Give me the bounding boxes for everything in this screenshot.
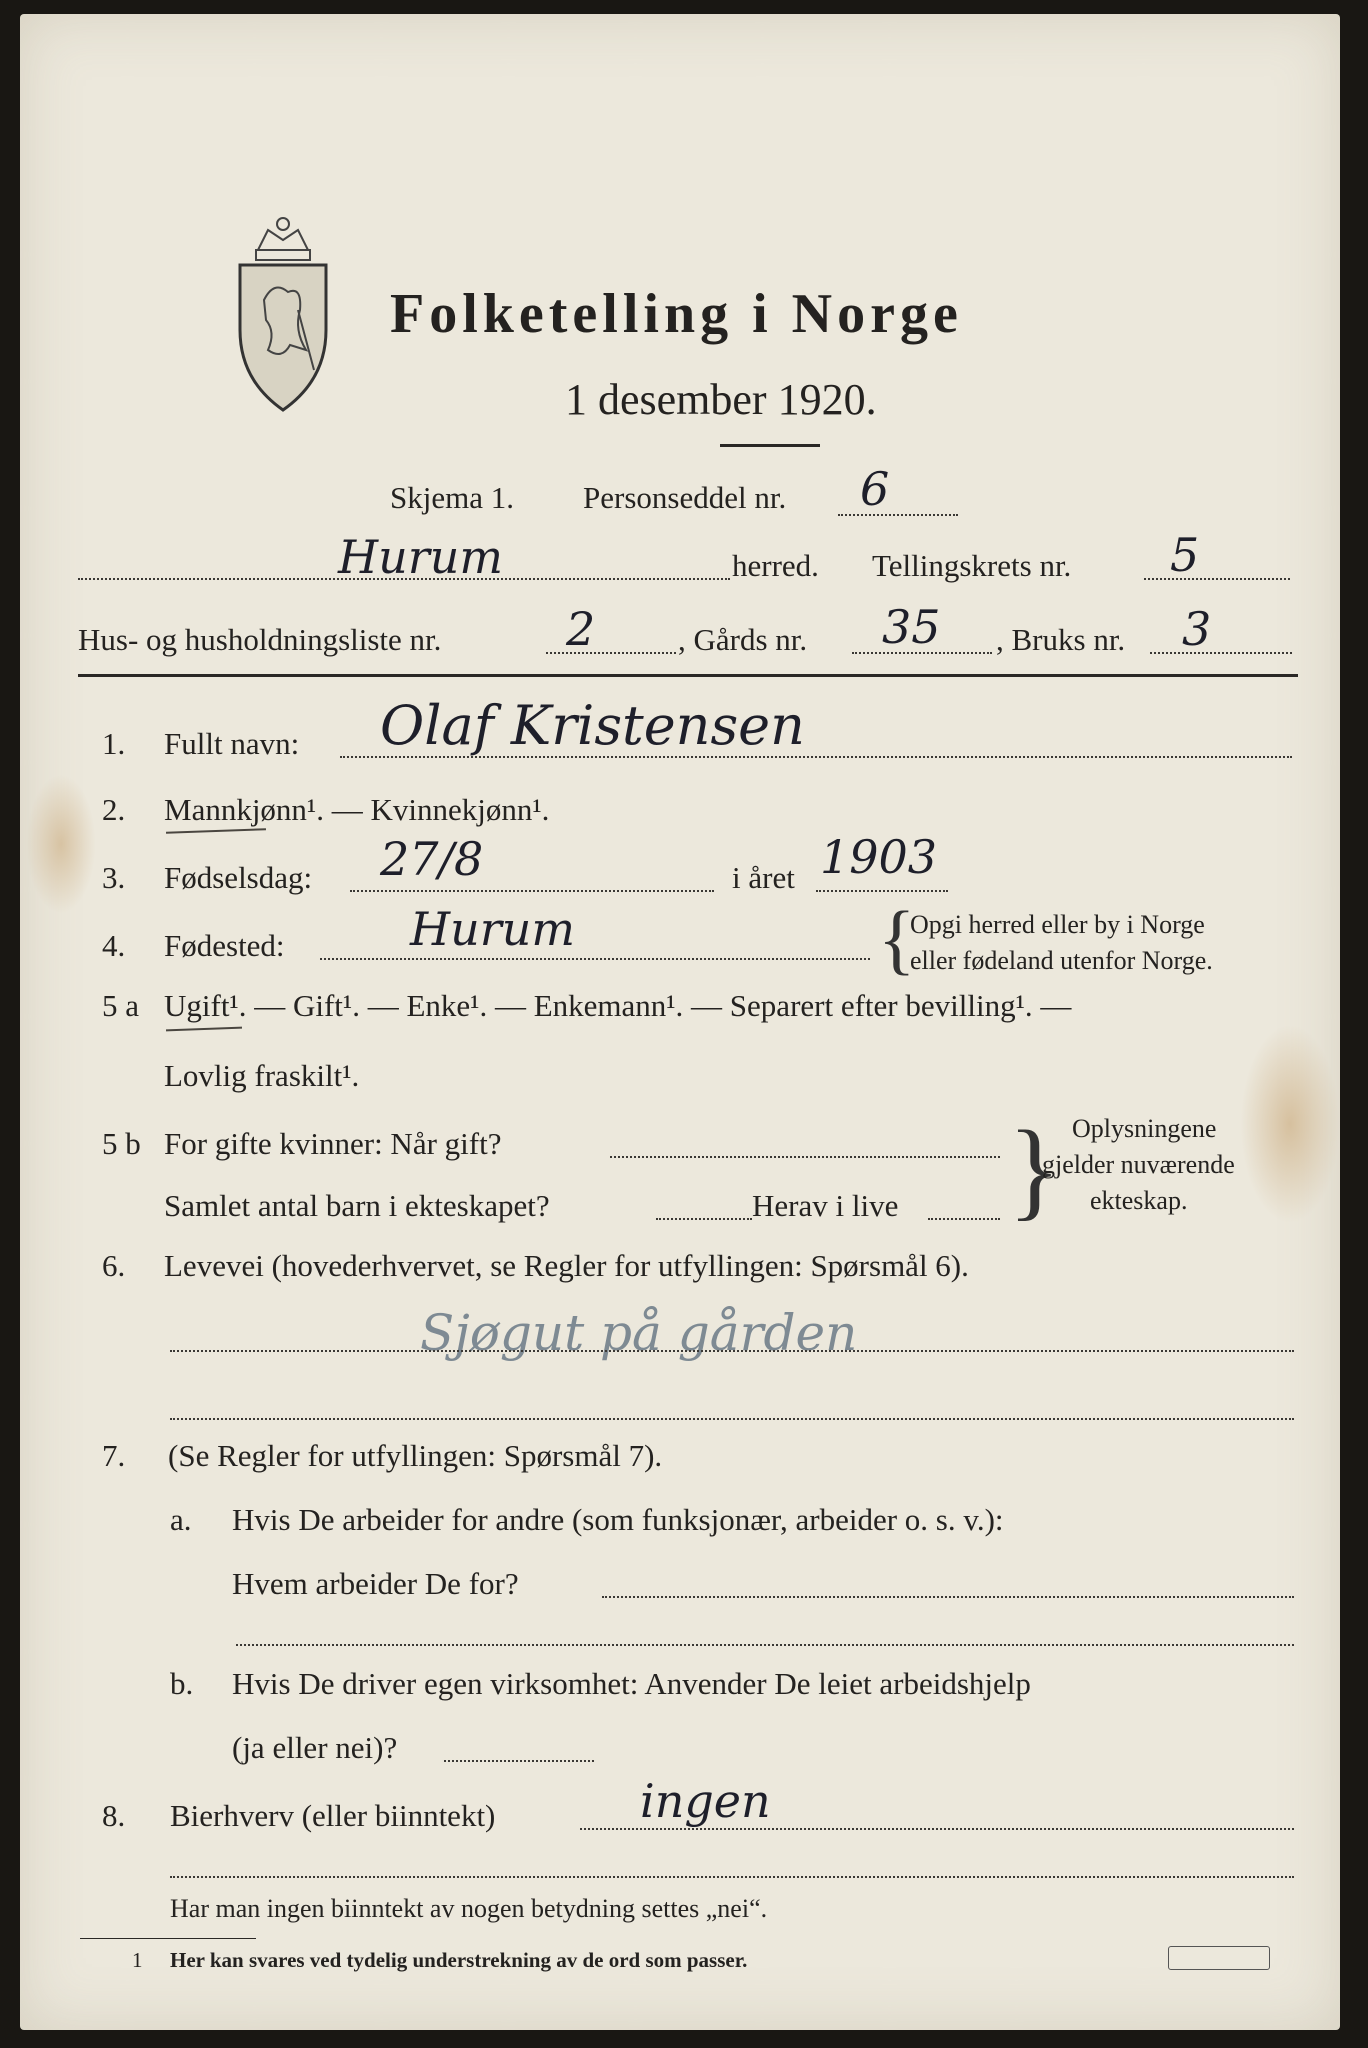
employer-line-2	[236, 1644, 1294, 1646]
paper-stain	[26, 774, 96, 914]
marriage-note-brace: }	[1008, 1108, 1061, 1230]
employer-line-1	[602, 1596, 1294, 1598]
occupation-value: Sjøgut på gården	[420, 1304, 858, 1362]
occupation-line-1	[170, 1350, 1294, 1352]
personseddel-line	[838, 514, 958, 516]
marriage-note-line1: Oplysningene	[1072, 1114, 1217, 1143]
tellingskrets-label: Tellingskrets nr.	[872, 548, 1072, 583]
birthplace-note-line2: eller fødeland utenfor Norge.	[910, 946, 1213, 975]
children-total-label: Samlet antal barn i ekteskapet?	[164, 1188, 550, 1223]
side-income-line-2	[170, 1876, 1294, 1878]
footnote-mark: 1	[132, 1948, 143, 1972]
occupation-line-2	[170, 1418, 1294, 1420]
coat-of-arms-icon	[228, 210, 338, 420]
side-income-label: Bierhverv (eller biinntekt)	[170, 1798, 496, 1833]
gender-underline	[166, 828, 266, 833]
printer-stamp	[1168, 1946, 1270, 1970]
employer-label: Hvem arbeider De for?	[232, 1566, 519, 1601]
bruks-line	[1150, 652, 1292, 654]
herred-label: herred.	[732, 548, 819, 583]
gender-options: Mannkjønn¹. — Kvinnekjønn¹.	[164, 792, 550, 827]
form-date: 1 desember 1920.	[565, 375, 877, 424]
census-form-paper	[20, 14, 1340, 2030]
section-divider	[78, 674, 1298, 677]
birthplace-label: Fødested:	[164, 928, 285, 963]
birth-year-line	[816, 890, 948, 892]
birthplace-note-brace: {	[878, 895, 916, 982]
question-number: 7.	[102, 1438, 126, 1473]
birthday-value: 27/8	[380, 832, 484, 886]
full-name-value: Olaf Kristensen	[380, 694, 805, 757]
paper-stain	[1240, 1024, 1340, 1224]
gards-label: , Gårds nr.	[678, 622, 808, 657]
birthplace-line	[320, 958, 870, 960]
herred-value: Hurum	[338, 530, 503, 584]
employment-label: (Se Regler for utfyllingen: Spørsmål 7).	[168, 1438, 663, 1473]
schema-label: Skjema 1.	[390, 480, 514, 515]
birth-year-label: i året	[732, 860, 795, 895]
personseddel-value: 6	[860, 462, 890, 516]
tellingskrets-value: 5	[1170, 528, 1200, 582]
footnote-divider	[80, 1938, 256, 1939]
self-employed-question: Hvis De driver egen virksomhet: Anvender De leiet arbeidshjelp	[232, 1666, 1031, 1701]
children-alive-line	[928, 1218, 1000, 1220]
married-when-line	[610, 1156, 1000, 1158]
marital-status-options: Ugift¹. — Gift¹. — Enke¹. — Enkemann¹. — Separert efter bevilling¹. —	[164, 988, 1072, 1023]
side-income-value: ingen	[640, 1774, 771, 1828]
birth-year-value: 1903	[820, 830, 938, 884]
form-title: Folketelling i Norge	[390, 283, 963, 345]
marital-status-options-cont: Lovlig fraskilt¹.	[164, 1058, 360, 1093]
title-divider	[720, 444, 820, 447]
occupation-label: Levevei (hovederhvervet, se Regler for utfyllingen: Spørsmål 6).	[164, 1248, 969, 1283]
bruks-label: , Bruks nr.	[996, 622, 1126, 657]
birthplace-value: Hurum	[410, 902, 575, 956]
question-letter: b.	[170, 1666, 194, 1701]
employee-question: Hvis De arbeider for andre (som funksjonær, arbeider o. s. v.):	[232, 1502, 1004, 1537]
birthday-label: Fødselsdag:	[164, 860, 313, 895]
question-number: 5 b	[102, 1126, 141, 1161]
marriage-note-line2: gjelder nuværende	[1042, 1150, 1235, 1179]
question-number: 1.	[102, 726, 126, 761]
birthday-line	[350, 890, 714, 892]
gards-value: 35	[882, 600, 941, 654]
marriage-note-line3: ekteskap.	[1090, 1186, 1188, 1215]
side-income-line	[580, 1828, 1294, 1830]
birthplace-note-line1: Opgi herred eller by i Norge	[910, 910, 1205, 939]
question-number: 6.	[102, 1248, 126, 1283]
husliste-value: 2	[566, 602, 596, 656]
question-number: 5 a	[102, 988, 140, 1023]
question-number: 8.	[102, 1798, 126, 1833]
personseddel-label: Personseddel nr.	[583, 480, 787, 515]
tellingskrets-line	[1144, 578, 1290, 580]
hired-help-line	[444, 1760, 594, 1762]
question-number: 2.	[102, 792, 126, 827]
marital-status-underline	[166, 1027, 242, 1032]
question-number: 4.	[102, 928, 126, 963]
question-letter: a.	[170, 1502, 192, 1537]
hired-help-label: (ja eller nei)?	[232, 1730, 398, 1765]
full-name-label: Fullt navn:	[164, 726, 300, 761]
question-number: 3.	[102, 860, 126, 895]
side-income-note: Har man ingen biinntekt av nogen betydning settes „nei“.	[170, 1894, 768, 1923]
husliste-label: Hus- og husholdningsliste nr.	[78, 622, 442, 657]
footnote-text: Her kan svares ved tydelig understrekning av de ord som passer.	[170, 1948, 748, 1972]
children-alive-label: Herav i live	[752, 1188, 899, 1223]
married-women-label: For gifte kvinner: Når gift?	[164, 1126, 502, 1161]
bruks-value: 3	[1182, 602, 1212, 656]
children-total-line	[656, 1218, 752, 1220]
